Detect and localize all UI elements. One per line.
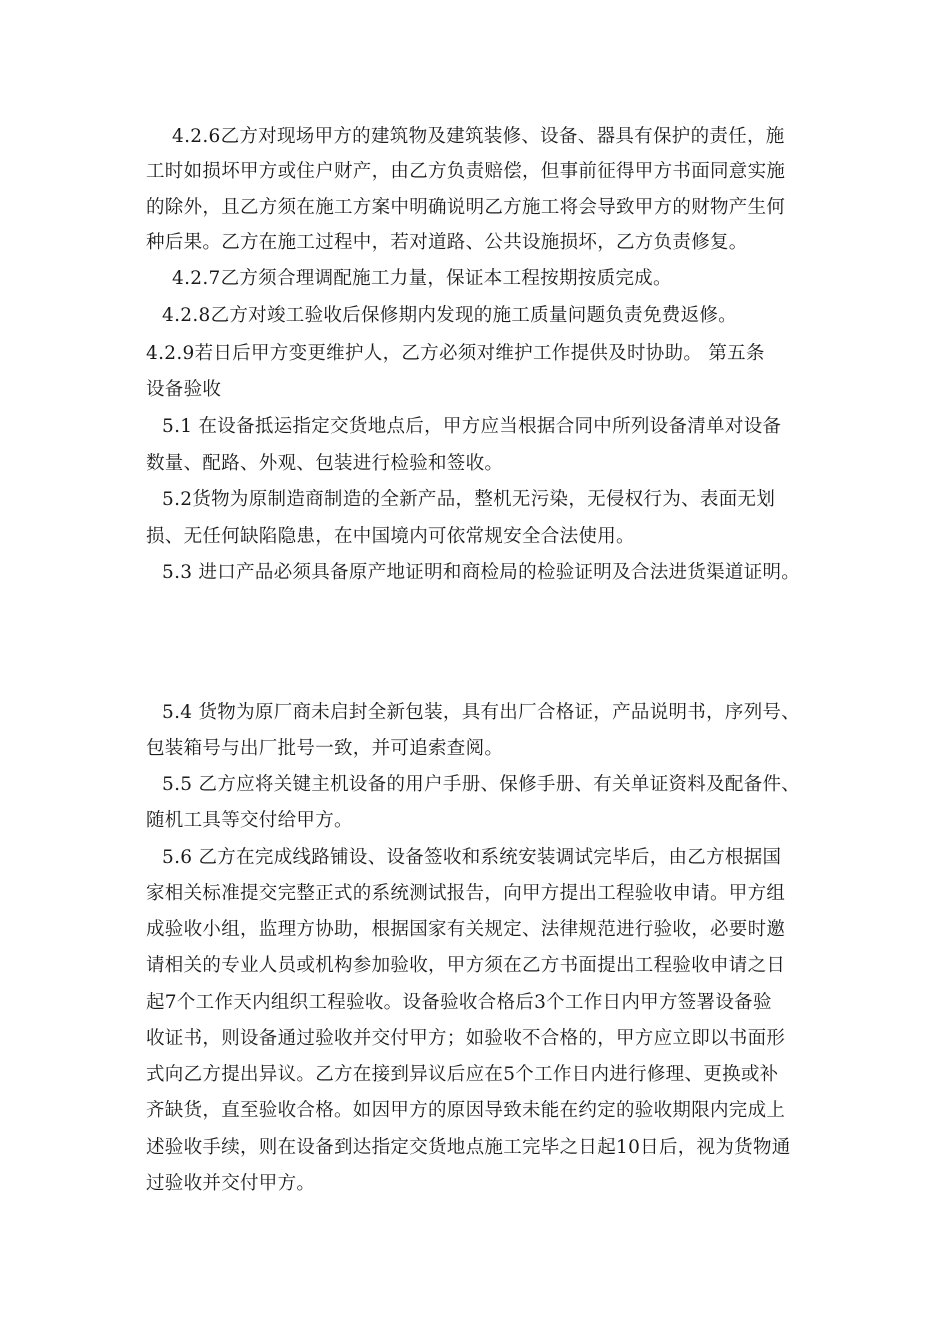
text-line: 请相关的专业人员或机构参加验收，甲方须在乙方书面提出工程验收申请之日 bbox=[146, 955, 786, 976]
text-line: 5.2货物为原制造商制造的全新产品，整机无污染，无侵权行为、表面无划 bbox=[162, 489, 776, 510]
text-line: 数量、配路、外观、包装进行检验和签收。 bbox=[146, 453, 504, 474]
text-line: 家相关标准提交完整正式的系统测试报告，向甲方提出工程验收申请。甲方组 bbox=[146, 883, 786, 904]
text-line: 式向乙方提出异议。乙方在接到异议后应在5个工作日内进行修理、更换或补 bbox=[146, 1064, 779, 1085]
text-line: 4.2.6乙方对现场甲方的建筑物及建筑装修、设备、器具有保护的责任，施 bbox=[172, 126, 785, 147]
text-line: 4.2.8乙方对竣工验收后保修期内发现的施工质量问题负责免费返修。 bbox=[162, 305, 737, 326]
text-line: 包装箱号与出厂批号一致，并可追索查阅。 bbox=[146, 738, 504, 759]
text-line: 的除外，且乙方须在施工方案中明确说明乙方施工将会导致甲方的财物产生何 bbox=[146, 197, 786, 218]
text-line: 随机工具等交付给甲方。 bbox=[146, 810, 353, 831]
text-line: 4.2.7乙方须合理调配施工力量，保证本工程按期按质完成。 bbox=[172, 268, 672, 289]
text-line: 种后果。乙方在施工过程中，若对道路、公共设施损坏，乙方负责修复。 bbox=[146, 232, 748, 253]
text-line: 收证书，则设备通过验收并交付甲方；如验收不合格的，甲方应立即以书面形 bbox=[146, 1028, 786, 1049]
section-heading: 设备验收 bbox=[146, 379, 222, 400]
text-line: 述验收手续，则在设备到达指定交货地点施工完毕之日起10日后，视为货物通 bbox=[146, 1137, 791, 1158]
text-line: 齐缺货，直至验收合格。如因甲方的原因导致未能在约定的验收期限内完成上 bbox=[146, 1100, 786, 1121]
text-line: 5.1 在设备抵运指定交货地点后，甲方应当根据合同中所列设备清单对设备 bbox=[162, 416, 782, 437]
text-line: 5.3 进口产品必须具备原产地证明和商检局的检验证明及合法进货渠道证明。 bbox=[162, 562, 801, 583]
text-line: 5.6 乙方在完成线路铺设、设备签收和系统安装调试完毕后，由乙方根据国 bbox=[162, 847, 782, 868]
text-line: 5.5 乙方应将关键主机设备的用户手册、保修手册、有关单证资料及配备件、 bbox=[162, 774, 801, 795]
text-line: 成验收小组，监理方协助，根据国家有关规定、法律规范进行验收，必要时邀 bbox=[146, 919, 786, 940]
text-line: 4.2.9若日后甲方变更维护人，乙方必须对维护工作提供及时协助。 第五条 bbox=[146, 343, 765, 364]
text-line: 5.4 货物为原厂商未启封全新包装，具有出厂合格证，产品说明书，序列号、 bbox=[162, 702, 801, 723]
text-line: 过验收并交付甲方。 bbox=[146, 1173, 316, 1194]
text-line: 工时如损坏甲方或住户财产，由乙方负责赔偿，但事前征得甲方书面同意实施 bbox=[146, 161, 786, 182]
text-line: 起7个工作天内组织工程验收。设备验收合格后3个工作日内甲方签署设备验 bbox=[146, 992, 772, 1013]
text-line: 损、无任何缺陷隐患，在中国境内可依常规安全合法使用。 bbox=[146, 526, 635, 547]
